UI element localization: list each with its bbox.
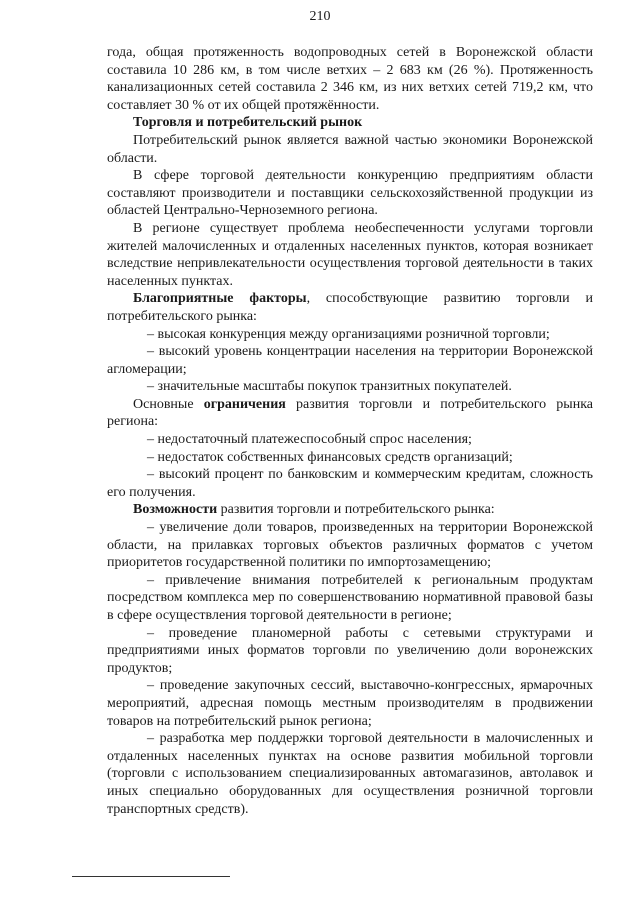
list-item: – высокая конкуренция между организациями розничной торговли; xyxy=(147,326,550,342)
page-number: 210 xyxy=(309,9,331,24)
factors-intro xyxy=(107,290,593,325)
opps-label: Возможности xyxy=(133,502,218,518)
factors-label: Благоприятные факторы xyxy=(133,291,307,307)
opps-intro xyxy=(107,501,593,519)
factors-text: , способствующие развитию торговли и потребительского рынка: xyxy=(107,291,593,324)
list-item: – проведение закупочных сессий, выставочно-конгрессных, ярмарочных мероприятий, адресная помощь местным производителям в продвижении товаров на потребительский рынок региона; xyxy=(107,678,593,729)
limits-label: ограничения xyxy=(203,396,286,412)
list-item: – проведение планомерной работы с сетевыми структурами и предприятиями иных форматов торговли по увеличению доли воронежских продуктов; xyxy=(107,625,593,676)
list-item: – привлечение внимания потребителей к региональным продуктам посредством комплекса мер по совершенствованию нормативной правовой базы в сфере осуществления торговой деятельности в регионе; xyxy=(107,572,593,623)
list-item: – разработка мер поддержки торговой деятельности в малочисленных и отдаленных населенных пунктах на основе развития мобильной торговли (торговли с использованием специализированных автомагазинов, автолавок и иных специально оборудованных для осуществления розничной торговли транспортных средств). xyxy=(107,731,593,817)
paragraph-competition: В сфере торговой деятельности конкуренцию предприятиям области составляют производители и поставщики сельскохозяйственной продукции из областей Центрально-Черноземного региона. xyxy=(107,168,593,219)
paragraph-service-problem: В регионе существует проблема необеспеченности услугами торговли жителей малочисленных и отдаленных населенных пунктов, которая возникает вследствие непривлекательности осуществления торговой деятельности в таких населенных пунктах. xyxy=(107,220,593,289)
list-item: – недостаток собственных финансовых средств организаций; xyxy=(147,449,513,465)
opps-text: развития торговли и потребительского рынка: xyxy=(217,502,495,518)
list-item: – значительные масштабы покупок транзитных покупателей. xyxy=(147,379,512,395)
paragraph-consumer-market: Потребительский рынок является важной частью экономики Воронежской области. xyxy=(107,132,593,166)
list-item: – недостаточный платежеспособный спрос населения; xyxy=(147,432,472,448)
limits-pre: Основные xyxy=(133,396,204,412)
limits-text: развития торговли и потребительского рынка региона: xyxy=(107,396,593,430)
paragraph-water-networks: года, общая протяженность водопроводных сетей в Воронежской области составила 10 286 км, в том числе ветхих – 2 683 км (26 %). Протяженность канализационных сетей составила 2 346 км, из них ветхих сетей 719,2 км, что составляет 30 % от их общей протяжённости. xyxy=(107,45,593,113)
section-heading: Торговля и потребительский рынок xyxy=(133,115,363,131)
list-item: – увеличение доли товаров, произведенных на территории Воронежской области, на прилавках торговых объектов различных форматов с учетом приоритетов государственной политики по импортозамещению; xyxy=(107,520,593,571)
limits-intro xyxy=(107,396,593,431)
list-item: – высокий процент по банковским и коммерческим кредитам, сложность его получения. xyxy=(107,467,593,500)
footnote-divider xyxy=(72,876,230,877)
list-item: – высокий уровень концентрации населения на территории Воронежской агломерации; xyxy=(107,344,593,377)
document-body xyxy=(107,44,593,818)
